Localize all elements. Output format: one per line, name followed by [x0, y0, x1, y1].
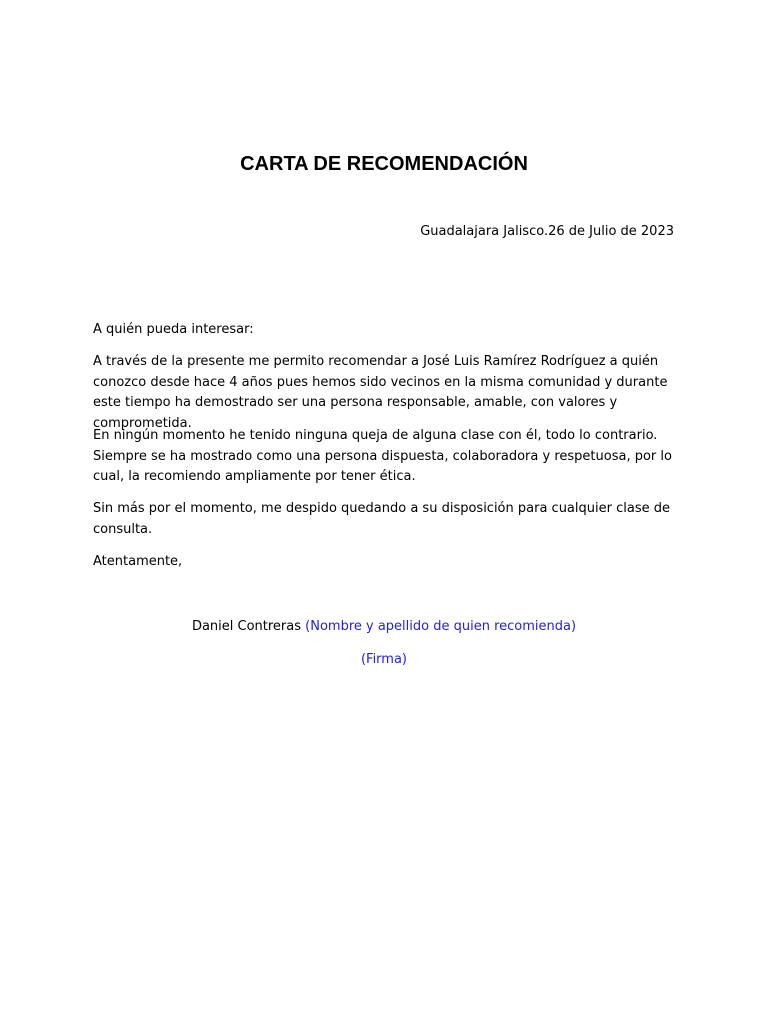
signature-line [0, 650, 768, 670]
paragraph-conduct: En ningún momento he tenido ninguna queja de alguna clase con él, todo lo contrario. Siempre se ha mostrado como una persona dispuesta, colaboradora y respetuosa, por lo cual, la recomiendo ampliamente por tener ética. [93, 428, 672, 485]
closing: Atentamente, [93, 554, 183, 569]
paragraph-farewell: Sin más por el momento, me despido quedando a su disposición para cualquier clase de consulta. [93, 501, 670, 537]
signer-placeholder: (Nombre y apellido de quien recomienda) [305, 619, 577, 634]
paragraph-recommendation: A través de la presente me permito recomendar a José Luis Ramírez Rodríguez a quién conozco desde hace 4 años pues hemos sido vecinos en la misma comunidad y durante este tiempo ha demostrado ser una persona responsable, amable, con valores y comprometida. [93, 354, 668, 432]
signature-placeholder: (Firma) [360, 652, 408, 667]
place-date: Guadalajara Jalisco.26 de Julio de 2023 [420, 224, 674, 239]
signer-line [0, 617, 768, 637]
signer-name: Daniel Contreras [191, 619, 302, 634]
letter-title: CARTA DE RECOMENDACIÓN [240, 153, 528, 175]
greeting: A quién pueda interesar: [93, 322, 254, 337]
